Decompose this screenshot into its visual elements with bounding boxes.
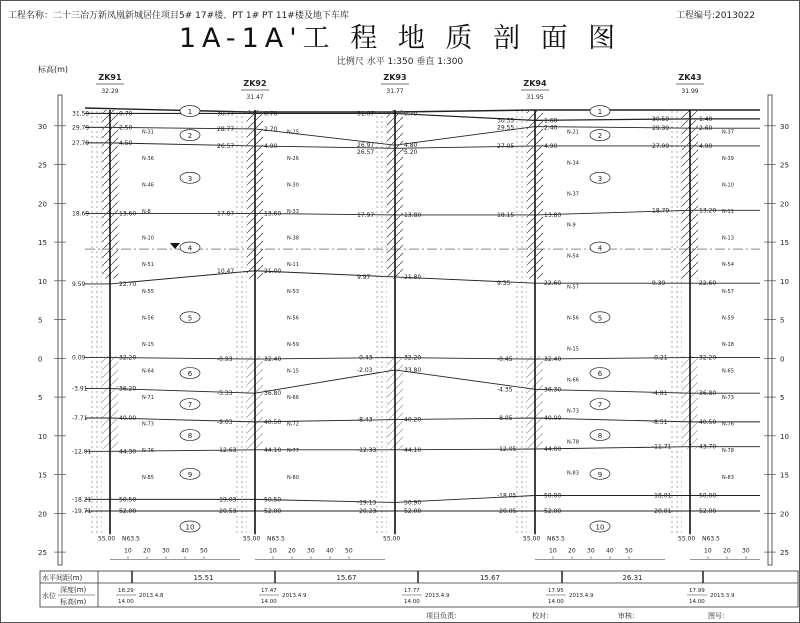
- water-depth: 17.77: [404, 588, 420, 594]
- sample-id: N-65: [722, 368, 734, 375]
- layer-depth: 0.70: [264, 110, 278, 118]
- water-date: 2013.4.9: [425, 593, 450, 599]
- layer-depth: 4.90: [264, 142, 278, 150]
- layer-depth: 52.00: [119, 508, 137, 515]
- sample-id: N-57: [567, 284, 579, 291]
- distance-value: 26.31: [622, 574, 643, 582]
- sample-id: N-73: [567, 408, 579, 415]
- layer-depth: 40.50: [699, 418, 717, 426]
- layer-depth: 32.20: [119, 354, 137, 362]
- layer-depth: 4.50: [119, 139, 133, 147]
- sample-id: N-56: [142, 315, 154, 322]
- layer-number: 2: [597, 132, 603, 141]
- layer-elevation: 30.77: [217, 110, 235, 118]
- sample-id: N-15: [567, 346, 579, 353]
- sample-id: N-73: [142, 421, 154, 428]
- sample-id: N-9: [567, 222, 576, 229]
- layer-depth: 44.10: [264, 446, 282, 454]
- borehole-name: ZK93: [383, 73, 407, 82]
- sample-id: N-15: [287, 368, 299, 375]
- sample-id: N-11: [722, 209, 734, 216]
- layer-depth: 13.60: [119, 210, 137, 218]
- sample-id: N-53: [287, 288, 299, 295]
- axis-tick-label: 20: [38, 200, 47, 209]
- layer-depth: 36.80: [699, 390, 717, 398]
- layer-depth: 2.40: [544, 124, 558, 132]
- layer-depth: 13.80: [404, 211, 422, 219]
- sample-id: N-71: [142, 395, 154, 402]
- layer-depth: 52.00: [404, 508, 422, 515]
- layer-elevation: -8.05: [497, 415, 513, 422]
- layer-number: 4: [187, 244, 193, 253]
- layer-number: 3: [597, 174, 603, 183]
- layer-depth: 50.90: [404, 499, 422, 507]
- sample-id: N-76: [142, 448, 154, 455]
- sample-id: N-8: [142, 209, 151, 216]
- layer-elevation: 9.35: [497, 280, 511, 288]
- spt-tick-label: 10: [124, 547, 132, 555]
- layer-depth: 50.50: [264, 496, 282, 504]
- layer-depth: 50.00: [544, 492, 562, 500]
- sample-id: N-56: [287, 315, 299, 322]
- sample-column: [668, 110, 682, 534]
- sample-id: N-83: [567, 470, 579, 477]
- layer-elevation: -0.45: [497, 356, 513, 364]
- sample-id: N-55: [142, 288, 154, 295]
- layer-number: 8: [187, 432, 193, 441]
- layer-elevation: -8.51: [652, 418, 668, 426]
- sample-id: N-51: [142, 262, 154, 269]
- sample-id: N-59: [287, 341, 299, 348]
- axis-tick-label: 0: [38, 355, 43, 364]
- layer-elevation: 10.47: [217, 267, 235, 275]
- sample-id: N-21: [567, 129, 579, 136]
- water-level-icon: [170, 243, 180, 249]
- sample-id: N-54: [722, 262, 734, 269]
- sample-id: N-10: [722, 182, 734, 189]
- sample-id: N-26: [287, 155, 299, 162]
- axis-tick-label: 25: [780, 549, 789, 558]
- spt-tick-label: 10: [269, 547, 277, 555]
- layer-elevation: 9.39: [652, 280, 666, 288]
- axis-tick-label: 10: [780, 432, 789, 441]
- borehole-name: ZK43: [678, 73, 702, 82]
- layer-number: 10: [595, 523, 605, 532]
- sample-id: N-77: [287, 448, 299, 455]
- sample-id: N-54: [567, 253, 579, 260]
- sample-id: N-80: [287, 474, 299, 481]
- axis-tick-label: 20: [780, 200, 789, 209]
- layer-elevation: -0.21: [652, 354, 668, 362]
- axis-tick-label: 5: [38, 316, 43, 325]
- footer-leader: 项目负责：: [426, 612, 461, 620]
- sample-id: N-37: [722, 129, 734, 136]
- spt-tick-label: 40: [326, 547, 334, 555]
- axis-tick-label: 5: [780, 394, 785, 403]
- layer-elevation: 27.05: [497, 142, 515, 150]
- layer-depth: 5.20: [404, 149, 418, 157]
- sample-id: N-72: [287, 421, 299, 428]
- sample-id: N-25: [287, 129, 299, 136]
- layer-number: 7: [597, 401, 603, 410]
- layer-number: 1: [597, 108, 603, 117]
- spt-tick-label: 20: [143, 547, 151, 555]
- axis-tick-label: 20: [38, 510, 47, 519]
- layer-number: 2: [187, 132, 193, 141]
- spt-tick-label: 20: [723, 547, 731, 555]
- layer-depth: 2.70: [264, 125, 278, 133]
- distance-value: 15.67: [479, 574, 501, 582]
- layer-elevation: 31.59: [72, 110, 90, 118]
- layer-elevation: 27.79: [72, 139, 90, 147]
- sample-id: N-36: [142, 155, 154, 162]
- sample-column: [233, 110, 247, 534]
- sample-id: N-39: [722, 155, 734, 162]
- layer-number: 10: [185, 523, 195, 532]
- layer-depth: 36.30: [544, 386, 562, 394]
- footer-drawing-no: 图号：: [708, 612, 729, 620]
- axis-tick-label: 5: [780, 316, 785, 325]
- layer-depth: 22.60: [699, 280, 717, 288]
- layer-depth: 44.00: [544, 446, 562, 453]
- end-depth: 55.00: [523, 535, 541, 543]
- layer-depth: 4.90: [544, 142, 558, 150]
- layer-number: 4: [597, 244, 603, 253]
- water-elevation: 14.00: [404, 599, 420, 605]
- axis-tick-label: 25: [38, 549, 47, 558]
- layer-depth: 40.50: [264, 418, 282, 426]
- layer-depth: 21.80: [404, 273, 422, 281]
- spt-tick-label: 10: [549, 547, 557, 555]
- layer-depth: 21.00: [264, 267, 282, 275]
- water-date: 2013.4.8: [139, 593, 164, 599]
- sample-id: N-33: [287, 209, 299, 216]
- sample-column: [513, 110, 527, 534]
- layer-elevation: 26.57: [357, 149, 375, 157]
- end-depth: 55.00: [678, 535, 696, 543]
- layer-depth: 50.50: [119, 496, 137, 504]
- layer-depth: 44.10: [404, 446, 422, 454]
- layer-elevation: -18.01: [652, 492, 672, 500]
- borehole-elevation: 32.29: [101, 88, 119, 95]
- layer-elevation: 27.09: [652, 142, 670, 150]
- spt-label: N63.5: [267, 535, 285, 543]
- water-depth: 18.29: [118, 588, 134, 594]
- layer-depth: 32.40: [544, 356, 562, 364]
- layer-number: 5: [597, 314, 603, 323]
- layer-elevation: 29.55: [497, 124, 515, 132]
- sample-id: N-56: [567, 315, 579, 322]
- layer-elevation: -19.03: [217, 496, 237, 504]
- layer-depth: 40.00: [544, 415, 562, 422]
- borehole-elevation: 31.77: [386, 88, 404, 95]
- sample-id: N-46: [142, 182, 154, 189]
- sample-id: N-10: [142, 235, 154, 242]
- sample-id: N-78: [567, 439, 579, 446]
- layer-elevation: 9.97: [357, 273, 371, 281]
- axis-tick-label: 30: [38, 122, 47, 131]
- water-elevation: 14.00: [689, 599, 705, 605]
- layer-depth: 22.60: [544, 280, 562, 288]
- layer-elevation: -19.13: [357, 499, 377, 507]
- borehole-name: ZK91: [98, 73, 122, 82]
- layer-elevation: -8.43: [357, 416, 373, 424]
- layer-elevation: 18.69: [72, 210, 90, 218]
- layer-elevation: 9.59: [72, 280, 86, 288]
- sample-id: N-11: [287, 262, 299, 269]
- sample-id: N-66: [567, 377, 579, 384]
- layer-number: 3: [187, 174, 193, 183]
- layer-elevation: -19.71: [72, 508, 92, 515]
- sample-id: N-73: [722, 395, 734, 402]
- spt-tick-label: 20: [568, 547, 576, 555]
- axis-tick-label: 15: [38, 471, 47, 480]
- sample-column: [373, 110, 387, 534]
- sample-id: N-78: [722, 448, 734, 455]
- distance-label: 水平间距(m): [42, 574, 83, 582]
- spt-label: N63.5: [702, 535, 720, 543]
- layer-depth: 32.20: [404, 354, 422, 362]
- project-number: 工程编号:2013022: [676, 11, 756, 21]
- borehole-name: ZK92: [243, 79, 267, 88]
- layer-depth: 4.80: [404, 142, 418, 150]
- elevation-ruler: [768, 95, 772, 565]
- layer-depth: 13.60: [264, 210, 282, 218]
- layer-elevation: 28.77: [217, 125, 235, 133]
- borehole-name: ZK94: [523, 79, 547, 88]
- spt-tick-label: 50: [625, 547, 633, 555]
- layer-elevation: -18.05: [497, 492, 517, 500]
- axis-tick-label: 25: [780, 161, 789, 170]
- layer-elevation: 17.87: [217, 210, 235, 218]
- layer-elevation: -4.81: [652, 390, 668, 398]
- layer-elevation: 30.59: [652, 115, 670, 123]
- layer-depth: 52.00: [264, 508, 282, 515]
- distance-value: 15.67: [336, 574, 357, 582]
- layer-depth: 22.70: [119, 280, 137, 288]
- layer-number: 6: [597, 370, 603, 379]
- layer-elevation: -20.53: [217, 508, 237, 515]
- sample-id: N-13: [722, 235, 734, 242]
- water-depth: 17.95: [548, 588, 564, 594]
- water-date: 2013.4.9: [569, 593, 594, 599]
- layer-depth: 52.00: [699, 508, 717, 515]
- axis-tick-label: 20: [780, 510, 789, 519]
- layer-number: 8: [597, 432, 603, 441]
- water-depth: 17.99: [689, 588, 705, 594]
- axis-tick-label: 5: [38, 394, 43, 403]
- layer-depth: 43.70: [699, 443, 717, 451]
- layer-depth: 13.20: [699, 207, 717, 215]
- distance-value: 15.51: [193, 574, 214, 582]
- spt-tick-label: 30: [162, 547, 170, 555]
- axis-tick-label: 15: [780, 471, 789, 480]
- sample-id: N-30: [287, 182, 299, 189]
- layer-depth: 50.00: [699, 492, 717, 500]
- borehole-elevation: 31.47: [246, 94, 264, 101]
- axis-tick-label: 10: [38, 277, 47, 286]
- axis-tick-label: 25: [38, 161, 47, 170]
- water-elevation: 14.00: [261, 599, 277, 605]
- sample-column: [88, 110, 102, 534]
- spt-label: N63.5: [122, 535, 140, 543]
- layer-elevation: -0.93: [217, 356, 233, 364]
- sample-id: N-31: [142, 129, 154, 136]
- layer-depth: 52.00: [544, 508, 562, 515]
- end-depth: 55.00: [383, 535, 401, 543]
- water-date: 2013.4.9: [282, 593, 307, 599]
- sample-id: N-34: [567, 160, 579, 167]
- end-depth: 55.00: [243, 535, 261, 543]
- footer-checker: 校对：: [532, 612, 553, 620]
- layer-depth: 4.90: [699, 142, 713, 150]
- sample-id: N-57: [722, 288, 734, 295]
- axis-tick-label: 10: [38, 432, 47, 441]
- spt-tick-label: 20: [288, 547, 296, 555]
- layer-depth: 40.20: [404, 416, 422, 424]
- sample-id: N-38: [287, 235, 299, 242]
- spt-tick-label: 40: [181, 547, 189, 555]
- layer-elevation: -20.05: [497, 508, 517, 515]
- layer-depth: 36.80: [264, 390, 282, 398]
- spt-label: N63.5: [547, 535, 565, 543]
- layer-elevation: 18.15: [497, 211, 515, 219]
- page-title: 1A-1A'工 程 地 质 剖 面 图: [178, 23, 622, 54]
- layer-depth: 36.20: [119, 385, 137, 393]
- layer-elevation: 0.09: [72, 354, 86, 362]
- layer-elevation: 29.39: [652, 125, 670, 133]
- layer-elevation: -3.91: [72, 385, 88, 393]
- layer-depth: 1.60: [544, 117, 558, 125]
- layer-number: 9: [187, 470, 193, 479]
- layer-elevation: 18.79: [652, 207, 670, 215]
- spt-tick-label: 30: [742, 547, 750, 555]
- water-depth: 17.47: [261, 588, 277, 594]
- layer-elevation: 26.57: [217, 142, 235, 150]
- water-elev-label: 标高(m): [60, 598, 87, 606]
- layer-depth: 1.40: [699, 115, 713, 123]
- layer-elevation: -20.23: [357, 508, 377, 515]
- layer-elevation: 26.97: [357, 142, 375, 150]
- sample-id: N-59: [722, 315, 734, 322]
- layer-elevation: 17.97: [357, 211, 375, 219]
- spt-tick-label: 30: [587, 547, 595, 555]
- layer-elevation: 29.79: [72, 124, 90, 132]
- end-depth: 55.00: [98, 535, 116, 543]
- layer-number: 1: [187, 108, 193, 117]
- layer-depth: 33.80: [404, 366, 422, 374]
- layer-depth: 13.80: [544, 211, 562, 219]
- layer-elevation: -9.03: [217, 418, 233, 426]
- axis-tick-label: 0: [780, 355, 785, 364]
- layer-number: 5: [187, 314, 193, 323]
- scale-text: 比例尺 水平 1:350 垂直 1:300: [336, 57, 464, 67]
- water-depth-label: 深度(m): [60, 586, 87, 594]
- water-date: 2013.3.9: [710, 593, 735, 599]
- layer-elevation: -20.01: [652, 508, 672, 515]
- layer-depth: 0.70: [119, 110, 133, 118]
- layer-elevation: -11.71: [652, 443, 672, 451]
- layer-elevation: -4.35: [497, 386, 513, 394]
- layer-depth: 32.20: [699, 354, 717, 362]
- axis-title: 标高(m): [38, 65, 69, 74]
- spt-tick-label: 30: [307, 547, 315, 555]
- spt-tick-label: 40: [606, 547, 614, 555]
- axis-tick-label: 15: [780, 239, 789, 248]
- sample-id: N-15: [142, 341, 154, 348]
- sample-id: N-64: [142, 368, 154, 375]
- footer-reviewer: 审核：: [618, 612, 639, 620]
- spt-tick-label: 10: [704, 547, 712, 555]
- layer-elevation: -2.03: [357, 366, 373, 374]
- layer-depth: 44.30: [119, 448, 137, 456]
- layer-elevation: -12.63: [217, 446, 237, 454]
- layer-elevation: -7.71: [72, 415, 88, 422]
- layer-elevation: -12.05: [497, 446, 517, 453]
- axis-tick-label: 10: [780, 277, 789, 286]
- sample-id: N-37: [567, 191, 579, 198]
- layer-depth: 40.00: [119, 415, 137, 422]
- water-label: 水位: [42, 592, 56, 600]
- layer-elevation: 30.35: [497, 117, 515, 125]
- sample-id: N-18: [722, 341, 734, 348]
- layer-elevation: -12.01: [72, 448, 92, 456]
- project-name: 工程名称：二十三冶万新凤凰新城居住项目5# 17#楼、PT 1# PT 11#楼及地下车库: [8, 11, 349, 21]
- spt-tick-label: 50: [345, 547, 353, 555]
- axis-tick-label: 15: [38, 239, 47, 248]
- layer-depth: 32.40: [264, 356, 282, 364]
- water-elevation: 14.00: [118, 599, 134, 605]
- layer-depth: 2.60: [699, 125, 713, 133]
- layer-number: 7: [187, 401, 193, 410]
- layer-number: 6: [187, 370, 193, 379]
- layer-elevation: -12.33: [357, 446, 377, 454]
- sample-id: N-76: [722, 421, 734, 428]
- layer-elevation: 31.07: [357, 110, 375, 118]
- sample-id: N-85: [142, 474, 154, 481]
- layer-number: 9: [597, 470, 603, 479]
- borehole-elevation: 31.95: [526, 94, 544, 101]
- sample-id: N-83: [722, 474, 734, 481]
- layer-elevation: -0.43: [357, 354, 373, 362]
- layer-elevation: -5.33: [217, 390, 233, 398]
- water-elevation: 14.00: [548, 599, 564, 605]
- layer-depth: 2.50: [119, 124, 133, 132]
- spt-tick-label: 50: [200, 547, 208, 555]
- layer-elevation: -18.21: [72, 496, 92, 504]
- axis-tick-label: 30: [780, 122, 789, 131]
- elevation-ruler: [58, 95, 62, 565]
- sample-id: N-66: [287, 395, 299, 402]
- layer-depth: 0.70: [404, 110, 418, 118]
- borehole-elevation: 31.99: [681, 88, 699, 95]
